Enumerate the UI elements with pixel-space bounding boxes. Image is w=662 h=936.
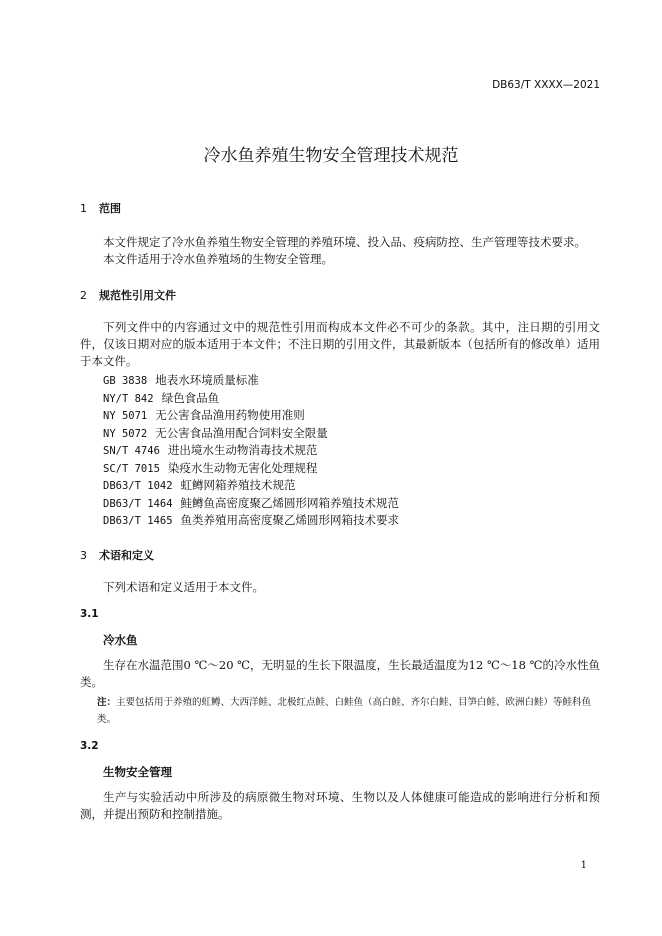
- page-number: 1: [580, 860, 587, 871]
- section-heading-normative-references: [80, 287, 176, 303]
- note-text: 主要包括用于养殖的虹鳟、大西洋鲑、北极红点鲑、白鲑鱼（高白鲑、齐尔白鲑、目笋白鲑、欧洲白鲑）等鲑科鱼类。: [97, 697, 592, 725]
- terms-intro-paragraph: 下列术语和定义适用于本文件。: [103, 580, 264, 594]
- reference-item: [103, 407, 305, 426]
- reference-title: 无公害食品渔用药物使用准则: [155, 408, 305, 422]
- reference-title: 地表水环境质量标准: [155, 373, 259, 387]
- term-name: 冷水鱼: [103, 633, 138, 647]
- reference-item: [103, 425, 328, 444]
- reference-code: SC/T 7015: [103, 462, 160, 475]
- section-number: 3: [80, 549, 87, 562]
- section-number: 2: [80, 289, 87, 302]
- term-definition: 生存在水温范围0 ℃～20 ℃，无明显的生长下限温度，生长最适温度为12 ℃～18 ℃的冷水性鱼类。: [80, 658, 600, 689]
- reference-title: 进出境水生动物消毒技术规范: [167, 443, 318, 457]
- reference-item: [103, 477, 296, 496]
- section-title: 术语和定义: [99, 549, 154, 562]
- scope-paragraph-2: 本文件适用于冷水鱼养殖场的生物安全管理。: [103, 252, 333, 266]
- reference-item: [103, 512, 399, 531]
- term-note: [97, 694, 600, 728]
- section-heading-terms-definitions: [80, 547, 154, 563]
- reference-title: 鱼类养殖用高密度聚乙烯圆形网箱技术要求: [180, 513, 400, 527]
- references-intro-paragraph: 下列文件中的内容通过文中的规范性引用而构成本文件必不可少的条款。其中，注日期的引用文件，仅该日期对应的版本适用于本文件；不注日期的引用文件，其最新版本（包括所有的修改单）适用于本文件。: [80, 320, 600, 368]
- section-heading-scope: [80, 200, 121, 216]
- term-definition: 生产与实验活动中所涉及的病原微生物对环境、生物以及人体健康可能造成的影响进行分析和预测，并提出预防和控制措施。: [80, 790, 600, 821]
- reference-code: NY/T 842: [103, 392, 154, 405]
- document-title: 冷水鱼养殖生物安全管理技术规范: [203, 146, 459, 166]
- reference-code: DB63/T 1465: [103, 515, 173, 527]
- term-number: 3.1: [80, 608, 99, 620]
- reference-item: [103, 442, 317, 461]
- document-code: DB63/T XXXX—2021: [492, 79, 600, 91]
- reference-title: 无公害食品渔用配合饲料安全限量: [155, 425, 328, 440]
- reference-code: DB63/T 1464: [103, 497, 173, 510]
- reference-item: [103, 390, 219, 409]
- reference-code: DB63/T 1042: [103, 480, 173, 492]
- reference-title: 虹鳟网箱养殖技术规范: [180, 478, 296, 492]
- reference-code: NY 5072: [103, 427, 148, 440]
- reference-code: GB 3838: [103, 375, 148, 387]
- section-title: 范围: [99, 202, 121, 215]
- section-number: 1: [80, 202, 87, 215]
- note-label: 注：: [97, 697, 117, 708]
- term-number: 3.2: [80, 740, 99, 752]
- reference-code: NY 5071: [103, 410, 148, 422]
- scope-paragraph-1: 本文件规定了冷水鱼养殖生物安全管理的养殖环境、投入品、疫病防控、生产管理等技术要求。: [103, 235, 586, 249]
- reference-item: [103, 460, 317, 479]
- reference-item: [103, 372, 259, 391]
- reference-title: 鲑鳟鱼高密度聚乙烯圆形网箱养殖技术规范: [180, 495, 400, 510]
- reference-title: 染疫水生动物无害化处理规程: [167, 460, 318, 475]
- reference-title: 绿色食品鱼: [161, 390, 220, 405]
- section-title: 规范性引用文件: [99, 289, 176, 302]
- term-name: 生物安全管理: [103, 765, 172, 779]
- reference-code: SN/T 4746: [103, 445, 160, 457]
- reference-item: [103, 495, 399, 514]
